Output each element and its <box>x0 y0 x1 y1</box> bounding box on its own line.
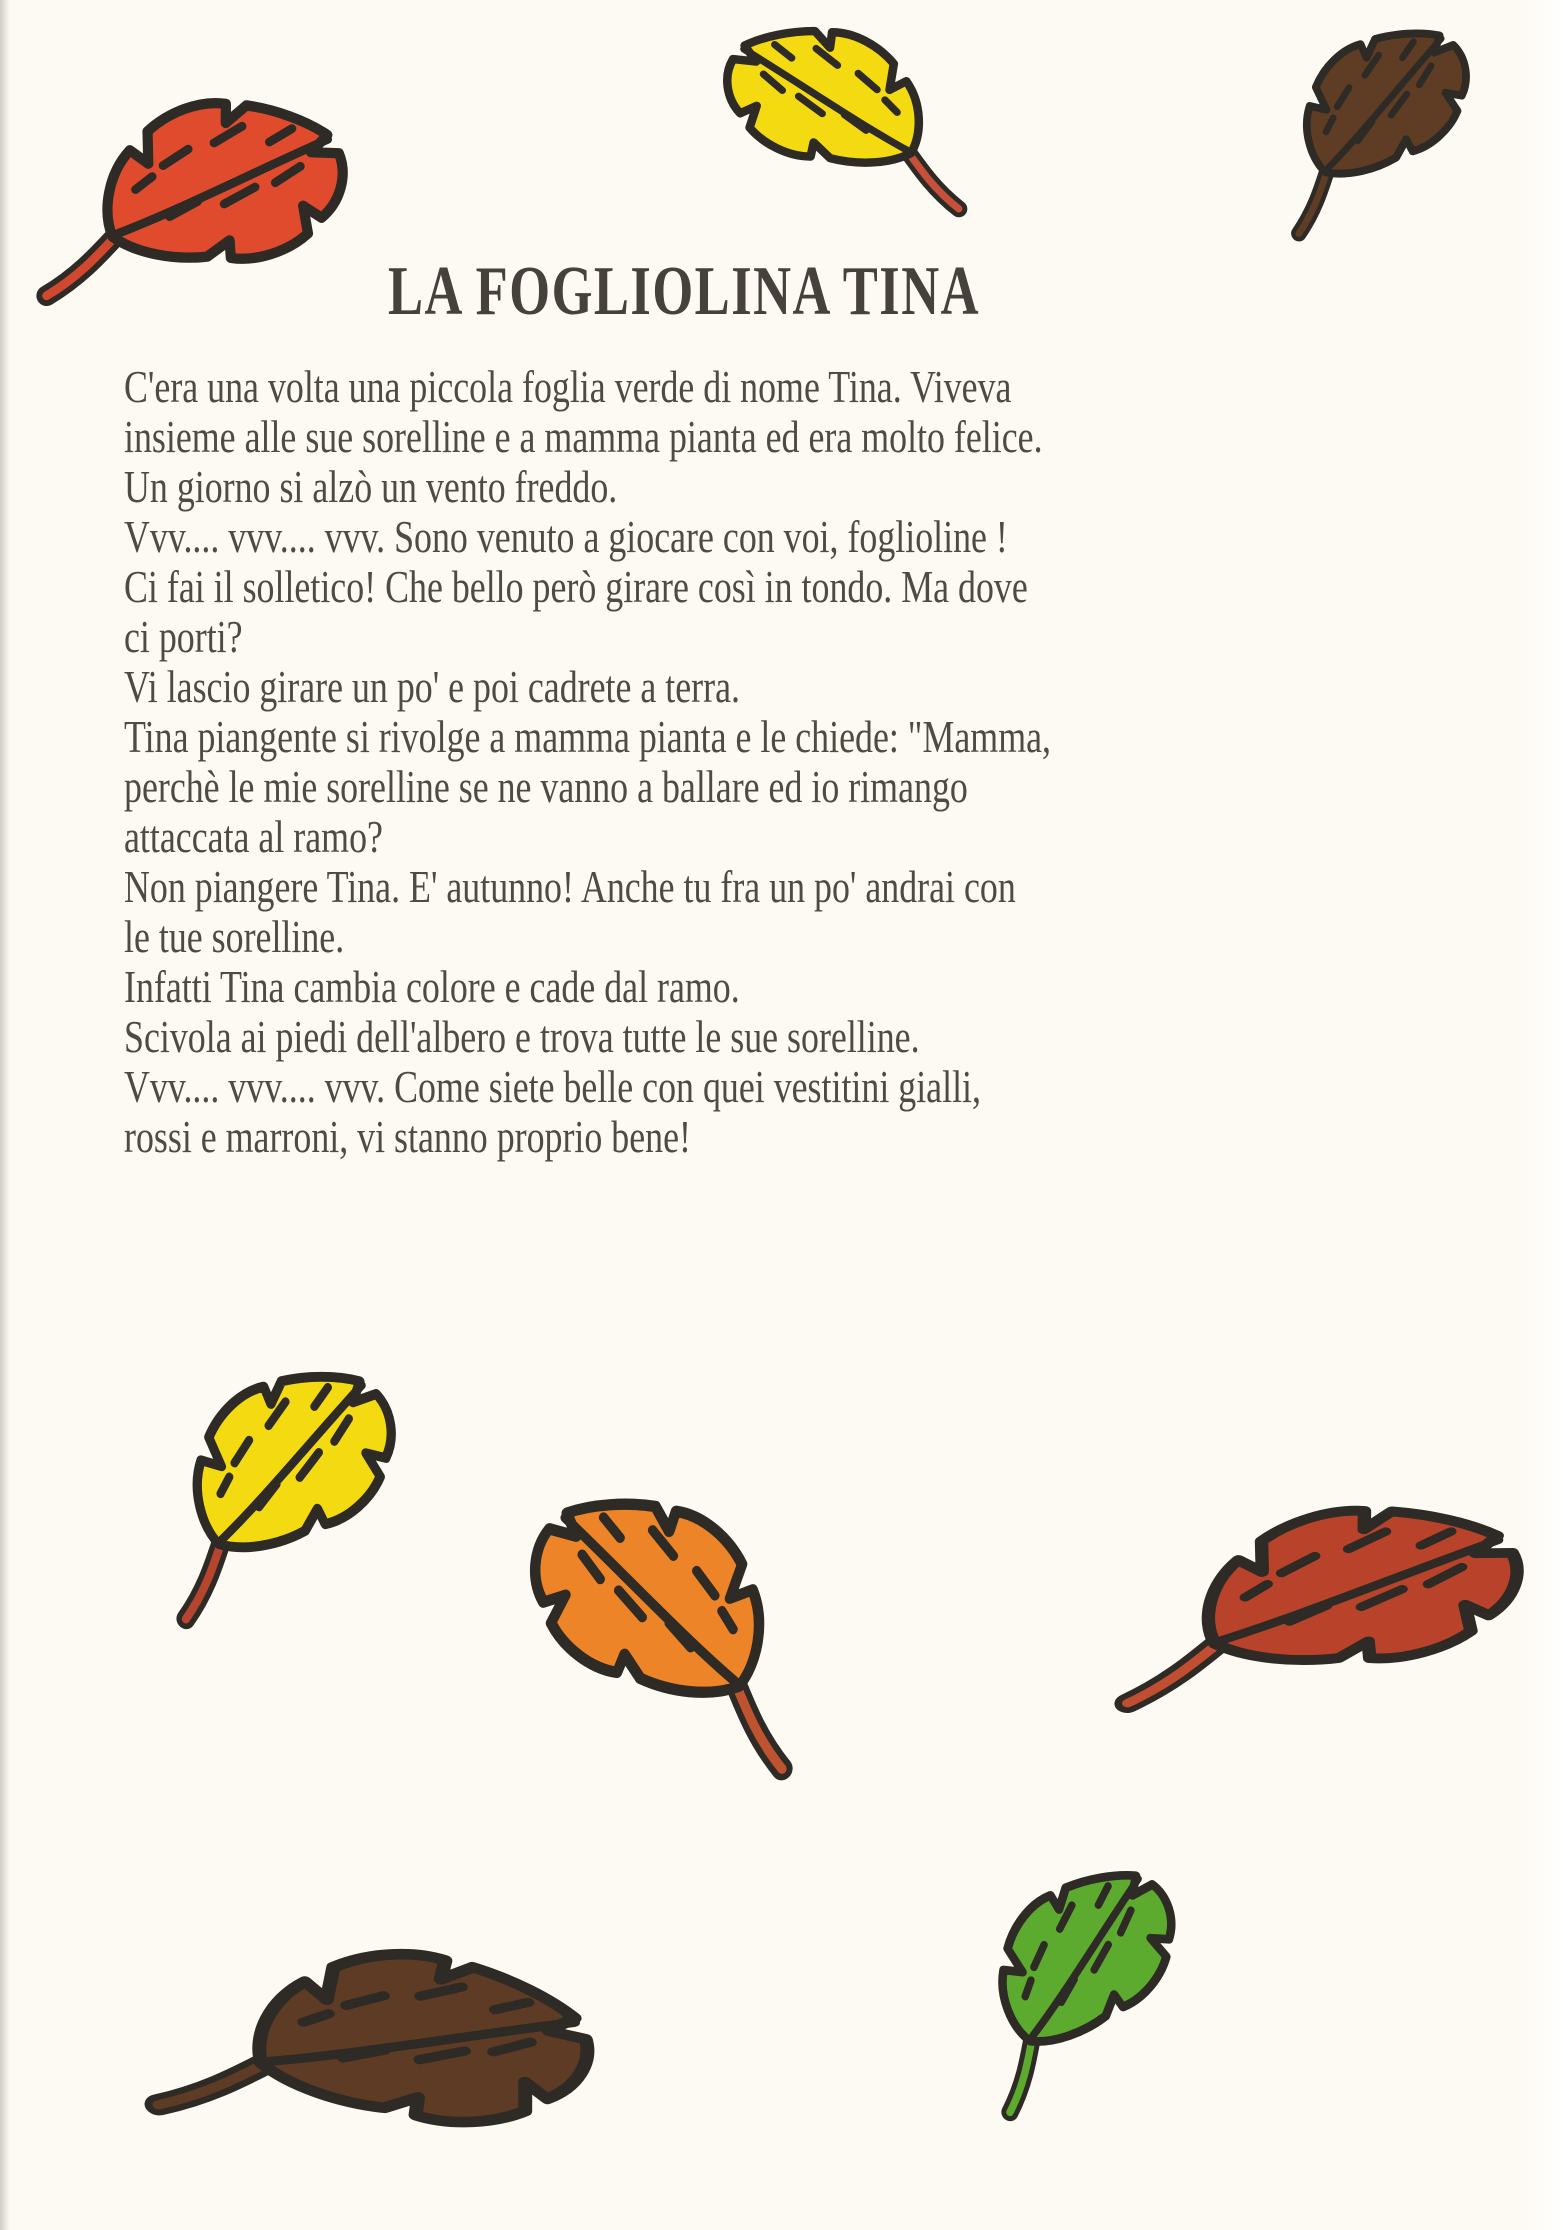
orange-leaf-icon <box>474 1435 881 1790</box>
story-text <box>124 362 1388 1162</box>
green-leaf-icon <box>898 1816 1232 2129</box>
story-line: Non piangere Tina. E' autunno! Anche tu fra un po' andrai con <box>124 861 1016 912</box>
story-line: attaccata al ramo? <box>124 811 383 862</box>
story-line: Ci fai il solletico! Che bello però girare così in tondo. Ma dove <box>124 561 1028 612</box>
story-line: ci porti? <box>124 611 243 662</box>
yellow-leaf-icon <box>86 1313 450 1638</box>
story-line: Tina piangente si rivolge a mamma pianta e le chiede: "Mamma, <box>124 711 1051 762</box>
story-line: C'era una volta una piccola foglia verde di nome Tina. Viveva <box>124 361 1012 412</box>
story-line: Un giorno si alzò un vento freddo. <box>124 461 618 512</box>
story-line: le tue sorelline. <box>124 911 345 962</box>
story-line: Vi lascio girare un po' e poi cadrete a terra. <box>124 661 740 712</box>
red-leaf-icon <box>18 69 368 312</box>
story-line: Vvv.... vvv.... vvv. Come siete belle con quei vestitini gialli, <box>124 1061 981 1112</box>
page-title: LA FOGLIOLINA TINA <box>388 253 981 330</box>
story-line: Infatti Tina cambia colore e cade dal ramo. <box>124 961 740 1012</box>
brown-leaf-icon <box>1215 0 1516 249</box>
scan-edge-shadow <box>0 0 10 2230</box>
dark-red-leaf-icon <box>1092 1471 1549 1719</box>
yellow-leaf-icon <box>694 0 1005 223</box>
story-line: Scivola ai piedi dell'albero e trova tutte le sue sorelline. <box>124 1011 920 1062</box>
brown-leaf-icon <box>137 1894 624 2181</box>
story-line: rossi e marroni, vi stanno proprio bene! <box>124 1111 691 1162</box>
scan-edge-highlight <box>1525 0 1563 2230</box>
story-line: insieme alle sue sorelline e a mamma pianta ed era molto felice. <box>124 411 1043 462</box>
story-line: Vvv.... vvv.... vvv. Sono venuto a giocare con voi, foglioline ! <box>124 511 1008 562</box>
story-line: perchè le mie sorelline se ne vanno a ballare ed io rimango <box>124 761 968 812</box>
